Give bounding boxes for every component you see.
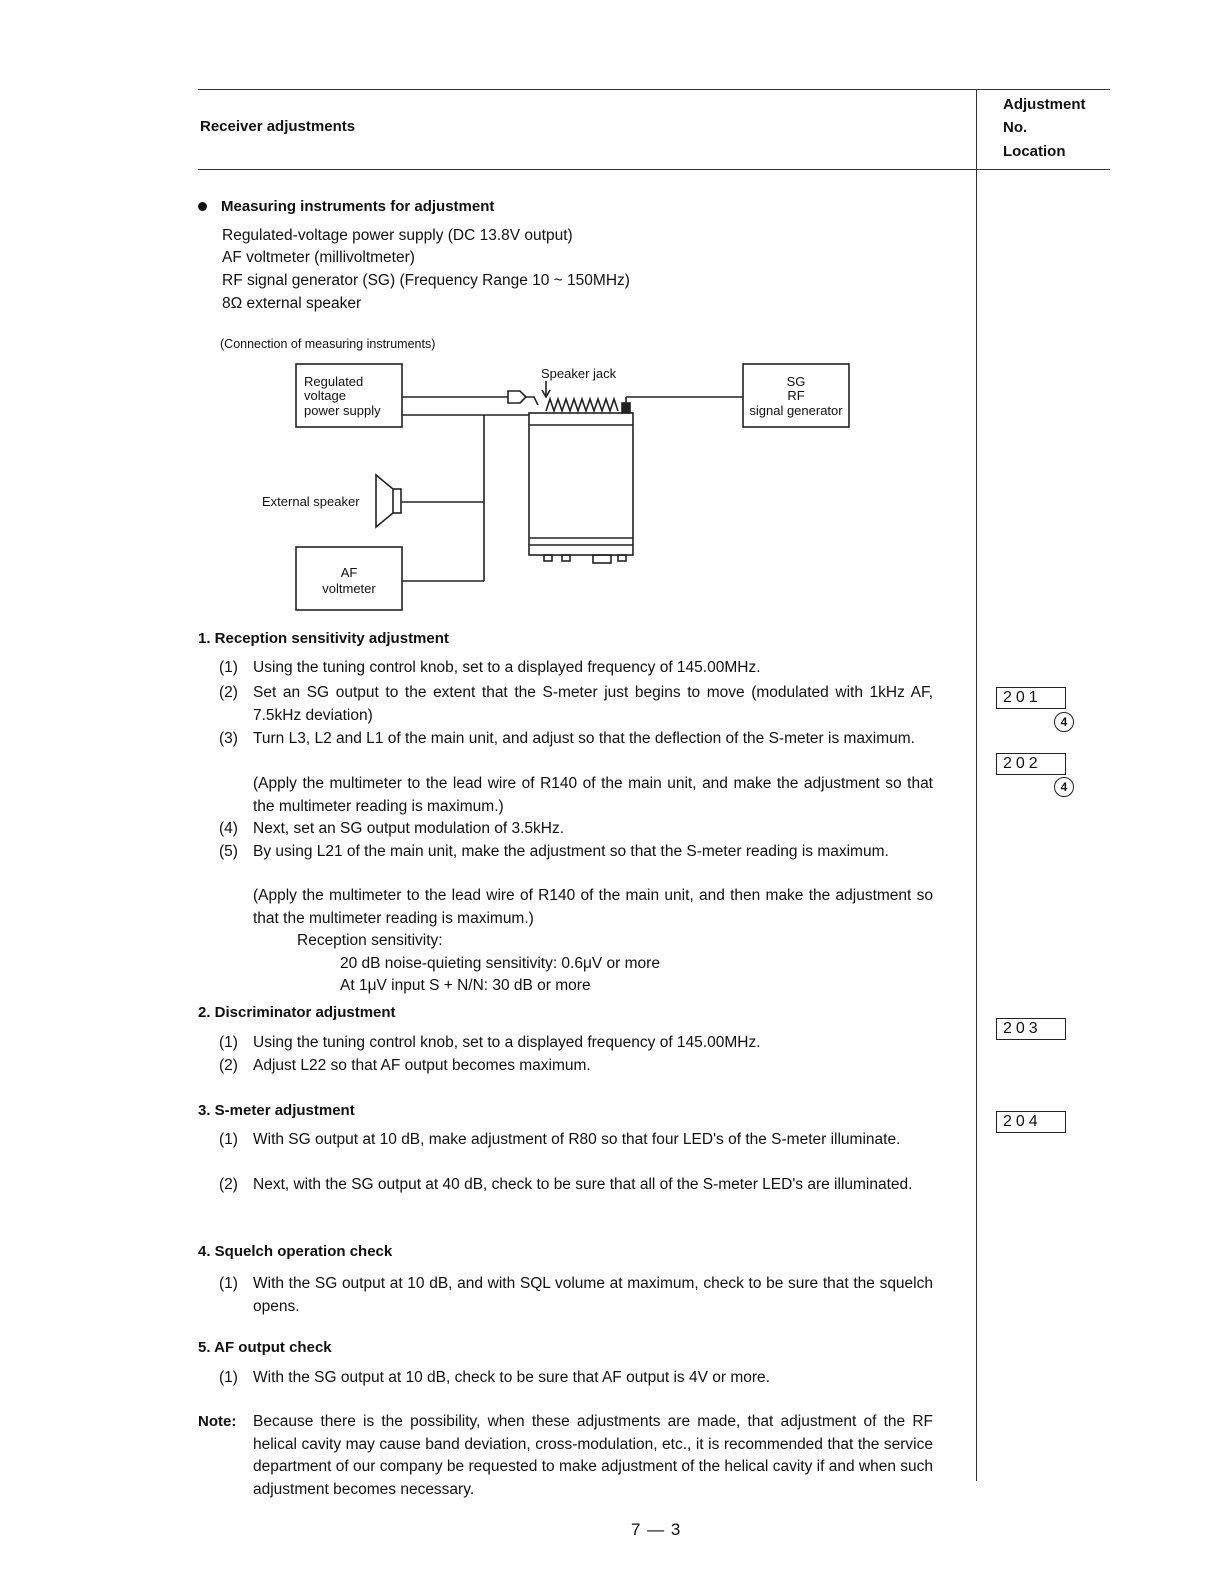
adjustment-number: 202	[996, 753, 1066, 775]
adjustment-header-line1: Adjustment	[1003, 96, 1086, 113]
item-text: Next, set an SG output modulation of 3.5kHz.	[253, 820, 565, 837]
section-title: 3. S-meter adjustment	[198, 1102, 355, 1119]
list-item	[219, 682, 933, 728]
list-item	[219, 1273, 933, 1319]
item-number: (1)	[219, 1034, 238, 1051]
item-number: (1)	[219, 1131, 238, 1148]
power-supply-label: Regulated	[304, 374, 364, 389]
sg-label: RF	[787, 388, 805, 403]
item-text: By using L21 of the main unit, make the adjustment so that the S-meter reading is maximum.	[253, 843, 889, 860]
item-text: (Apply the multimeter to the lead wire of R140 of the main unit, and make the adjustment so that the multimeter reading is maximum.)	[253, 775, 933, 815]
adjustment-number: 201	[996, 687, 1066, 709]
power-supply-label: voltage	[304, 388, 346, 403]
heat-sink	[546, 399, 618, 411]
af-voltmeter-label: voltmeter	[322, 581, 376, 596]
list-item	[219, 1129, 933, 1175]
section-title: 4. Squelch operation check	[198, 1243, 393, 1260]
note-text: Because there is the possibility, when these adjustments are made, that adjustment of the RF helical cavity may cause band deviation, cross-modulation, etc., it is recommended that the service department of our company be requested to make adjustment of the helical cavity if and when such adjustment becomes necessary.	[253, 1413, 933, 1498]
connection-caption: (Connection of measuring instruments)	[220, 337, 436, 351]
list-item	[219, 841, 933, 887]
instruments-heading: Measuring instruments for adjustment	[221, 198, 495, 215]
adjustment-header-line2: No.	[1003, 119, 1028, 136]
item-number: (2)	[219, 1057, 238, 1074]
item-number: (1)	[219, 659, 238, 676]
item-text: Turn L3, L2 and L1 of the main unit, and adjust so that the deflection of the S-meter is maximum.	[253, 730, 915, 747]
list-item	[219, 1174, 933, 1220]
item-text: Using the tuning control knob, set to a displayed frequency of 145.00MHz.	[253, 1034, 761, 1051]
section-title: 2. Discriminator adjustment	[198, 1004, 396, 1021]
list-item	[219, 885, 933, 931]
header-top-rule	[198, 89, 1110, 90]
list-item	[219, 818, 933, 841]
item-text: Set an SG output to the extent that the S-meter just begins to move (modulated with 1kHz AF, 7.5kHz deviation)	[253, 684, 933, 724]
adjustment-number: 204	[996, 1111, 1066, 1133]
item-text: (Apply the multimeter to the lead wire of R140 of the main unit, and then make the adjustment so that the multimeter reading is maximum.)	[253, 887, 933, 927]
location-marker: 4	[1054, 712, 1074, 732]
instrument-item: RF signal generator (SG) (Frequency Range 10 ~ 150MHz)	[222, 272, 630, 289]
item-number: (2)	[219, 1176, 238, 1193]
instrument-item: AF voltmeter (millivoltmeter)	[222, 249, 415, 266]
adjustment-header-line3: Location	[1003, 143, 1066, 160]
power-supply-label: power supply	[304, 403, 381, 418]
item-number: (2)	[219, 684, 238, 701]
bullet-icon	[198, 202, 207, 211]
item-text: Adjust L22 so that AF output becomes maximum.	[253, 1057, 591, 1074]
item-text: With the SG output at 10 dB, and with SQL volume at maximum, check to be sure that the squelch opens.	[253, 1275, 933, 1315]
list-item	[219, 773, 933, 819]
item-number: (5)	[219, 843, 238, 860]
header-bottom-rule	[198, 169, 1110, 170]
section-title: 5. AF output check	[198, 1339, 332, 1356]
note-label: Note:	[198, 1413, 237, 1430]
item-number: (3)	[219, 730, 238, 747]
list-item	[219, 1055, 933, 1078]
location-marker: 4	[1054, 777, 1074, 797]
page-title: Receiver adjustments	[200, 118, 356, 135]
list-item	[219, 728, 933, 774]
external-speaker-label: External speaker	[262, 494, 360, 509]
adjustment-number: 203	[996, 1018, 1066, 1040]
list-item	[219, 1367, 933, 1390]
item-text: With the SG output at 10 dB, check to be sure that AF output is 4V or more.	[253, 1369, 770, 1386]
sensitivity-spec: 20 dB noise-quieting sensitivity: 0.6μV or more	[340, 955, 660, 972]
page-number: 7 — 3	[631, 1520, 682, 1539]
column-divider	[976, 89, 977, 1481]
item-number: (4)	[219, 820, 238, 837]
instrument-item: Regulated-voltage power supply (DC 13.8V output)	[222, 227, 573, 244]
sensitivity-spec: At 1μV input S + N/N: 30 dB or more	[340, 977, 591, 994]
instrument-item: 8Ω external speaker	[222, 295, 362, 312]
speaker-jack-label: Speaker jack	[541, 366, 617, 381]
list-item	[219, 1032, 933, 1055]
item-number: (1)	[219, 1369, 238, 1386]
item-number: (1)	[219, 1275, 238, 1292]
af-voltmeter-label: AF	[340, 565, 358, 580]
radio-unit	[529, 413, 633, 555]
sensitivity-label: Reception sensitivity:	[297, 932, 443, 949]
speaker-icon	[393, 489, 401, 513]
section-title: 1. Reception sensitivity adjustment	[198, 630, 449, 647]
sg-label: SG	[786, 374, 806, 389]
connection-diagram	[250, 355, 870, 620]
item-text: Next, with the SG output at 40 dB, check to be sure that all of the S-meter LED's are illuminated.	[253, 1176, 913, 1193]
item-text: With SG output at 10 dB, make adjustment of R80 so that four LED's of the S-meter illuminate.	[253, 1131, 901, 1148]
item-text: Using the tuning control knob, set to a displayed frequency of 145.00MHz.	[253, 659, 761, 676]
sg-label: signal generator	[749, 403, 843, 418]
list-item	[219, 657, 933, 680]
